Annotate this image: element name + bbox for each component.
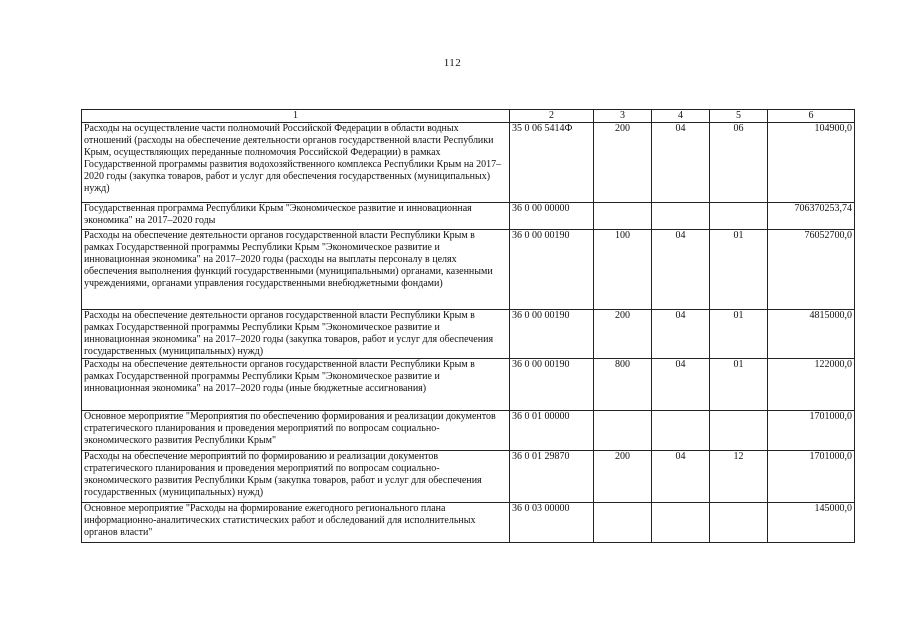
row-description: Расходы на обеспечение деятельности органов государственной власти Республики Крым в рамках Государственной программы Республики Крым "Экономическое развитие и инновационная экономика" на 2017–2020 годы (закупка товаров, работ и услуг для обеспечения государственных (муниципальных) нужд) <box>82 310 510 359</box>
row-col4: 04 <box>652 359 710 411</box>
table-row <box>82 503 855 543</box>
row-description: Основное мероприятие "Расходы на формирование ежегодного регионального плана информационно-аналитических статистических работ и обследований для исполнительных органов власти" <box>82 503 510 543</box>
table-row <box>82 359 855 411</box>
row-col5: 01 <box>710 310 768 359</box>
row-col5: 06 <box>710 123 768 203</box>
row-col4: 04 <box>652 123 710 203</box>
row-code: 36 0 00 00190 <box>510 359 594 411</box>
row-col5 <box>710 503 768 543</box>
row-col3: 200 <box>594 123 652 203</box>
header-col-2: 2 <box>510 110 594 123</box>
header-col-3: 3 <box>594 110 652 123</box>
row-amount: 104900,0 <box>768 123 855 203</box>
row-code: 36 0 00 00190 <box>510 230 594 310</box>
header-col-1: 1 <box>82 110 510 123</box>
row-description: Основное мероприятие "Мероприятия по обеспечению формирования и реализации документов стратегического планирования и проведения мероприятий по вопросам социально-экономического развития Республики Крым" <box>82 411 510 451</box>
row-code: 35 0 06 5414Ф <box>510 123 594 203</box>
row-col3 <box>594 411 652 451</box>
header-col-5: 5 <box>710 110 768 123</box>
row-col4 <box>652 411 710 451</box>
row-description: Расходы на обеспечение мероприятий по формированию и реализации документов стратегического планирования и проведения мероприятий по вопросам социально-экономического развития Республики Крым (закупка товаров, работ и услуг для обеспечения государственных (муниципальных) нужд) <box>82 451 510 503</box>
row-amount: 76052700,0 <box>768 230 855 310</box>
page-number: 112 <box>443 57 462 69</box>
table-row <box>82 411 855 451</box>
budget-table <box>81 109 855 543</box>
row-col3: 100 <box>594 230 652 310</box>
table-row <box>82 203 855 230</box>
row-col3 <box>594 203 652 230</box>
row-description: Расходы на обеспечение деятельности органов государственной власти Республики Крым в рамках Государственной программы Республики Крым "Экономическое развитие и инновационная экономика" на 2017–2020 годы (расходы на выплаты персоналу в целях обеспечения выполнения функций государственными (муниципальными) органами, казенными учреждениями, органами управления государственными внебюджетными фондами) <box>82 230 510 310</box>
row-amount: 122000,0 <box>768 359 855 411</box>
table-row <box>82 310 855 359</box>
header-col-6: 6 <box>768 110 855 123</box>
row-col5 <box>710 203 768 230</box>
row-code: 36 0 03 00000 <box>510 503 594 543</box>
row-col5: 12 <box>710 451 768 503</box>
row-col3: 200 <box>594 451 652 503</box>
header-col-4: 4 <box>652 110 710 123</box>
row-col4: 04 <box>652 310 710 359</box>
row-description: Расходы на осуществление части полномочий Российской Федерации в области водных отношений (расходы на обеспечение деятельности органов государственной власти Республики Крым, осуществляющих переданные полномочия Российской Федерации) в рамках Государственной программы развития водохозяйственного комплекса Республики Крым на 2017–2020 годы (закупка товаров, работ и услуг для обеспечения государственных (муниципальных) нужд) <box>82 123 510 203</box>
row-amount: 706370253,74 <box>768 203 855 230</box>
row-code: 36 0 01 29870 <box>510 451 594 503</box>
row-col5: 01 <box>710 230 768 310</box>
row-amount: 1701000,0 <box>768 451 855 503</box>
row-code: 36 0 00 00000 <box>510 203 594 230</box>
table-row <box>82 123 855 203</box>
row-col5: 01 <box>710 359 768 411</box>
row-amount: 145000,0 <box>768 503 855 543</box>
row-col3 <box>594 503 652 543</box>
row-amount: 4815000,0 <box>768 310 855 359</box>
row-col5 <box>710 411 768 451</box>
table-row <box>82 451 855 503</box>
row-col4: 04 <box>652 451 710 503</box>
row-col4: 04 <box>652 230 710 310</box>
row-amount: 1701000,0 <box>768 411 855 451</box>
row-description: Государственная программа Республики Крым "Экономическое развитие и инновационная экономика" на 2017–2020 годы <box>82 203 510 230</box>
row-description: Расходы на обеспечение деятельности органов государственной власти Республики Крым в рамках Государственной программы Республики Крым "Экономическое развитие и инновационная экономика" на 2017–2020 годы (иные бюджетные ассигнования) <box>82 359 510 411</box>
row-col3: 200 <box>594 310 652 359</box>
table-row <box>82 230 855 310</box>
row-col3: 800 <box>594 359 652 411</box>
table-header-row <box>82 110 855 123</box>
row-col4 <box>652 203 710 230</box>
row-code: 36 0 00 00190 <box>510 310 594 359</box>
row-col4 <box>652 503 710 543</box>
row-code: 36 0 01 00000 <box>510 411 594 451</box>
